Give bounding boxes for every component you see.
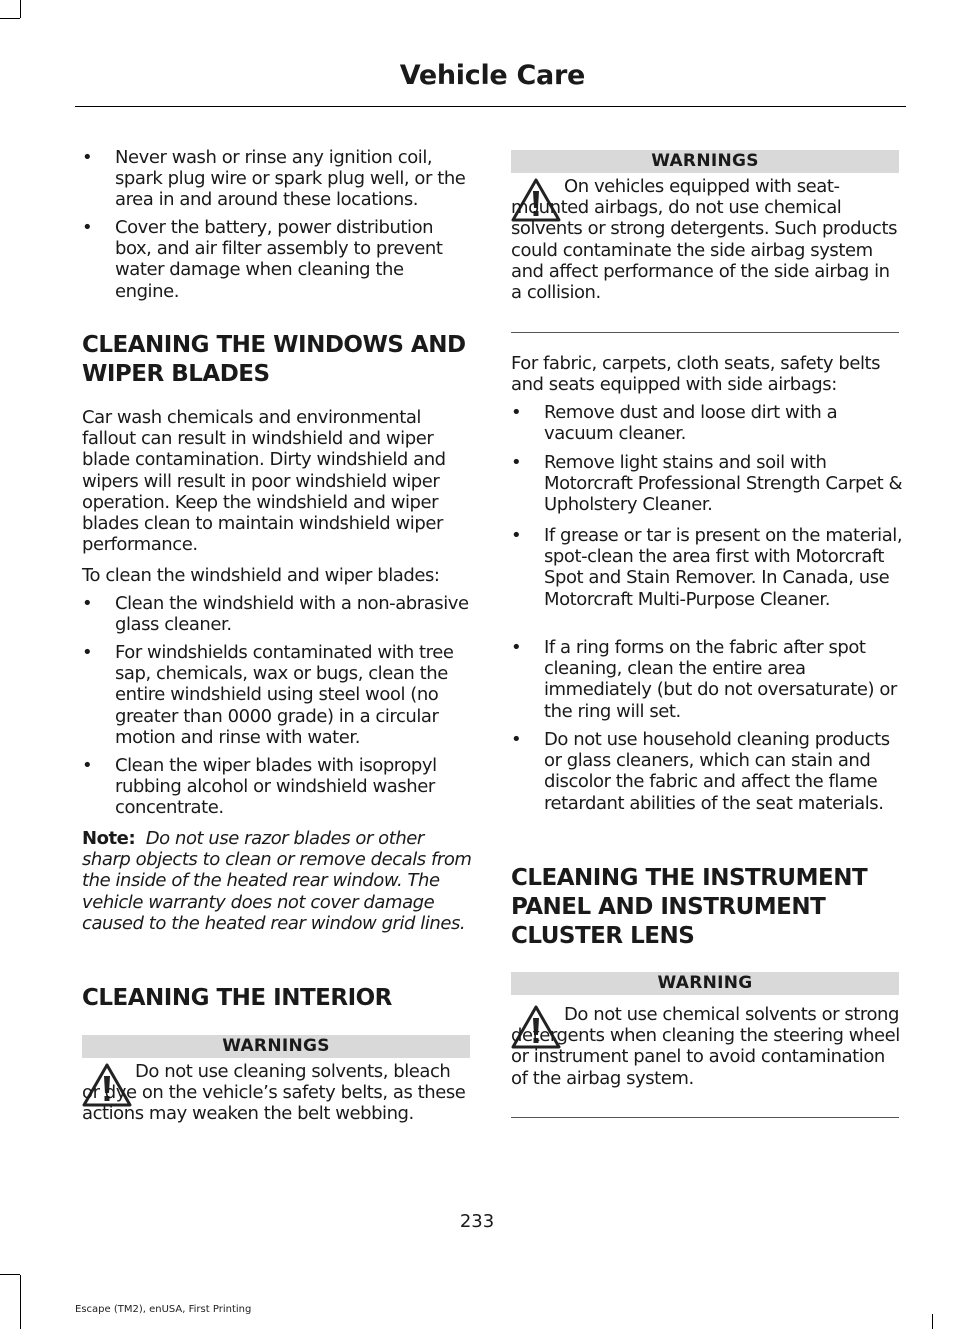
warning-rule [511, 1117, 899, 1118]
section-heading-windows: CLEANING THE WINDOWS AND WIPER BLADES [82, 332, 466, 387]
warning-header: WARNING [511, 972, 899, 995]
warning-rule [511, 332, 899, 333]
list-item [511, 729, 903, 837]
warning-text [511, 176, 901, 303]
crop-mark [0, 18, 20, 19]
warning-text [511, 1004, 901, 1089]
bullet-glyph: • [82, 642, 93, 663]
paragraph: To clean the windshield and wiper blades: [82, 565, 440, 586]
crop-mark [0, 1274, 20, 1275]
bullet-glyph: • [511, 729, 522, 750]
list-item-text: Clean the windshield with a non-abrasive glass cleaner. [115, 593, 469, 636]
list-item [511, 452, 903, 518]
list-item [82, 147, 472, 211]
list-item [511, 525, 903, 633]
list-item-text: Cover the battery, power distribution box, and air filter assembly to prevent water damage when cleaning the engine. [115, 217, 443, 302]
crop-mark [20, 1275, 21, 1329]
bullet-glyph: • [511, 525, 522, 546]
warning-header: WARNINGS [82, 1035, 470, 1058]
warning-body: Do not use chemical solvents or strong detergents when cleaning the steering wheel or instrument panel to avoid contamination of the airbag system. [511, 1004, 900, 1089]
list-item [82, 642, 472, 750]
crop-mark [20, 0, 21, 18]
section-heading-instrument: CLEANING THE INSTRUMENT PANEL AND INSTRUMENT CLUSTER LENS [511, 865, 868, 949]
warning-body: On vehicles equipped with seat-mounted airbags, do not use chemical solvents or strong detergents. Such products could contaminate the side airbag system and affect performance of the side airbag in a collision. [511, 176, 897, 304]
paragraph: For fabric, carpets, cloth seats, safety belts and seats equipped with side airbags: [511, 353, 881, 396]
footer-imprint: Escape (TM2), enUSA, First Printing [75, 1304, 252, 1315]
note-label: Note: [82, 828, 136, 849]
list-item [82, 593, 472, 637]
bullet-glyph: • [511, 452, 522, 473]
bullet-glyph: • [82, 147, 93, 168]
warning-header: WARNINGS [511, 150, 899, 173]
list-item-text: Do not use household cleaning products or glass cleaners, which can stain and discolor the fabric and affect the flame retardant abilities of the seat materials. [544, 729, 890, 814]
paragraph: Car wash chemicals and environmental fallout can result in windshield and wiper blade contamination. Dirty windshield and wipers will result in poor windshield wiper operation. Keep the windshield and wiper blades clean to maintain windshield wiper performance. [82, 407, 446, 556]
note-text: Do not use razor blades or other sharp objects to clean or remove decals from the inside of the heated rear window. The vehicle warranty does not cover damage caused to the heated rear window grid lines. [82, 828, 472, 934]
list-item-text: For windshields contaminated with tree sap, chemicals, wax or bugs, clean the entire windshield using steel wool (no greater than 0000 grade) in a circular motion and rinse with water. [115, 642, 454, 748]
list-item [82, 217, 472, 303]
crop-mark [932, 1314, 933, 1329]
list-item [82, 755, 472, 821]
warning-text [82, 1061, 472, 1125]
list-item-text: Clean the wiper blades with isopropyl rubbing alcohol or windshield washer concentrate. [115, 755, 437, 819]
bullet-glyph: • [82, 593, 93, 614]
bullet-glyph: • [82, 217, 93, 238]
list-item [511, 637, 903, 723]
page-number: 233 [459, 1211, 495, 1232]
bullet-glyph: • [511, 637, 522, 658]
header-rule [75, 106, 906, 107]
bullet-glyph: • [511, 402, 522, 423]
list-item [511, 402, 903, 446]
list-item-text: Never wash or rinse any ignition coil, spark plug wire or spark plug well, or the area in and around these locations. [115, 147, 466, 211]
list-item-text: If grease or tar is present on the material, spot-clean the area first with Motorcraft Spot and Stain Remover. In Canada, use Motorcraft Multi-Purpose Cleaner. [544, 525, 903, 610]
bullet-glyph: • [82, 755, 93, 776]
warning-body: Do not use cleaning solvents, bleach or dye on the vehicle’s safety belts, as these actions may weaken the belt webbing. [82, 1061, 466, 1125]
list-item-text: Remove dust and loose dirt with a vacuum cleaner. [544, 402, 838, 445]
list-item-text: If a ring forms on the fabric after spot cleaning, clean the entire area immediately (but do not oversaturate) or the ring will set. [544, 637, 897, 722]
section-heading-interior: CLEANING THE INTERIOR [82, 985, 392, 1011]
list-item-text: Remove light stains and soil with Motorcraft Professional Strength Carpet & Upholstery Cleaner. [544, 452, 903, 516]
page-title: Vehicle Care [399, 60, 585, 91]
note [82, 828, 474, 934]
